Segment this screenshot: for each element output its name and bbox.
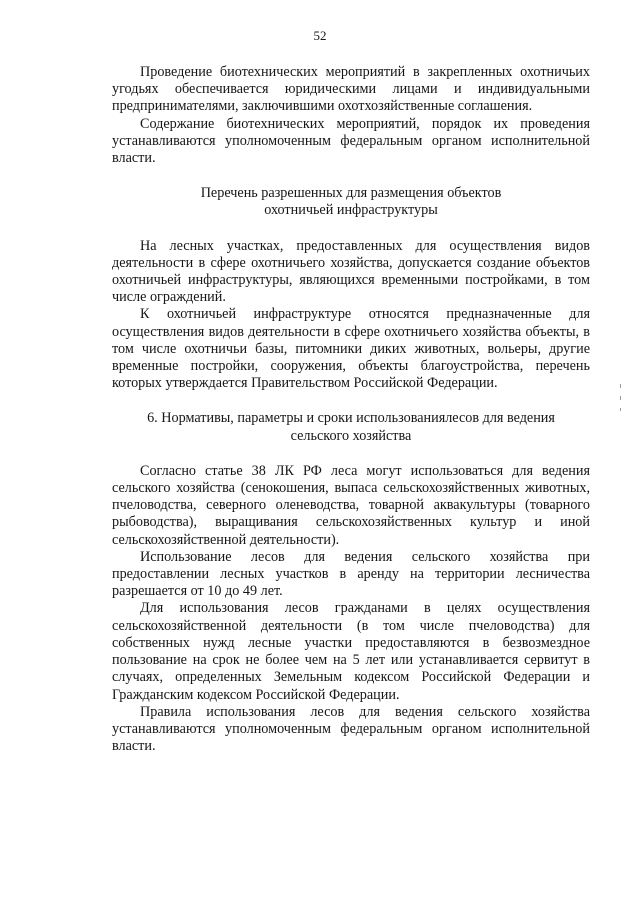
spacer [112, 445, 590, 463]
spacer [112, 220, 590, 238]
paragraph-infrastructure-allowed: На лесных участках, предоставленных для осуществления видов деятельности в сфере охотничьего хозяйства, допускается создание объектов охотничьей инфраструктуры, являющихся временными постройками, в том числе ограждений. [112, 237, 590, 306]
paragraph-rules: Правила использования лесов для ведения сельского хозяйства устанавливаются уполномоченным федеральным органом исполнительной власти. [112, 703, 590, 755]
scan-edge-mark [620, 396, 621, 400]
paragraph-article-38: Согласно статье 38 ЛК РФ леса могут использоваться для ведения сельского хозяйства (сенокошения, выпаса сельскохозяйственных животных, пчеловодства, северного оленеводства, товарной аквакультуры (товарного рыбоводства), выращивания сельскохозяйственных культур и иной сельскохозяйственной деятельности). [112, 462, 590, 548]
heading-line: Перечень разрешенных для размещения объектов [200, 185, 502, 202]
heading-infrastructure-list [112, 185, 590, 219]
heading-line: охотничьей инфраструктуры [264, 202, 438, 219]
heading-section-6 [112, 410, 590, 444]
page-body [112, 64, 590, 755]
page-number: 52 [313, 28, 327, 43]
scan-edge-mark [620, 384, 621, 388]
paragraph-citizens-use: Для использования лесов гражданами в целях осуществления сельскохозяйственной деятельности (в том числе пчеловодства) для собственных нужд лесные участки предоставляются в безвозмездное пользование на срок не более чем на 5 лет или устанавливается сервитут в случаях, определенных Земельным кодексом Российской Федерации и Гражданским кодексом Российской Федерации. [112, 600, 590, 703]
paragraph-biotech-provision: Проведение биотехнических мероприятий в закрепленных охотничьих угодьях обеспечивается юридическими лицами и индивидуальными предпринимателями, заключившими охотхозяйственные соглашения. [112, 64, 590, 115]
spacer [112, 167, 590, 185]
heading-line: 6. Нормативы, параметры и сроки использованиялесов для ведения [147, 410, 555, 427]
paragraph-infrastructure-objects: К охотничьей инфраструктуре относятся предназначенные для осуществления видов деятельности в сфере охотничьего хозяйства объекты, в том числе охотничьи базы, питомники диких животных, вольеры, другие временные постройки, сооружения, объекты благоустройства, перечень которых утверждается Правительством Российской Федерации. [112, 306, 590, 392]
spacer [112, 392, 590, 410]
paragraph-biotech-content: Содержание биотехнических мероприятий, порядок их проведения устанавливаются уполномоченным федеральным органом исполнительной власти. [112, 115, 590, 167]
heading-line: сельского хозяйства [290, 427, 412, 444]
paragraph-lease-term: Использование лесов для ведения сельского хозяйства при предоставлении лесных участков в аренду на территории лесничества разрешается от 10 до 49 лет. [112, 548, 590, 600]
scan-edge-mark [620, 408, 621, 411]
